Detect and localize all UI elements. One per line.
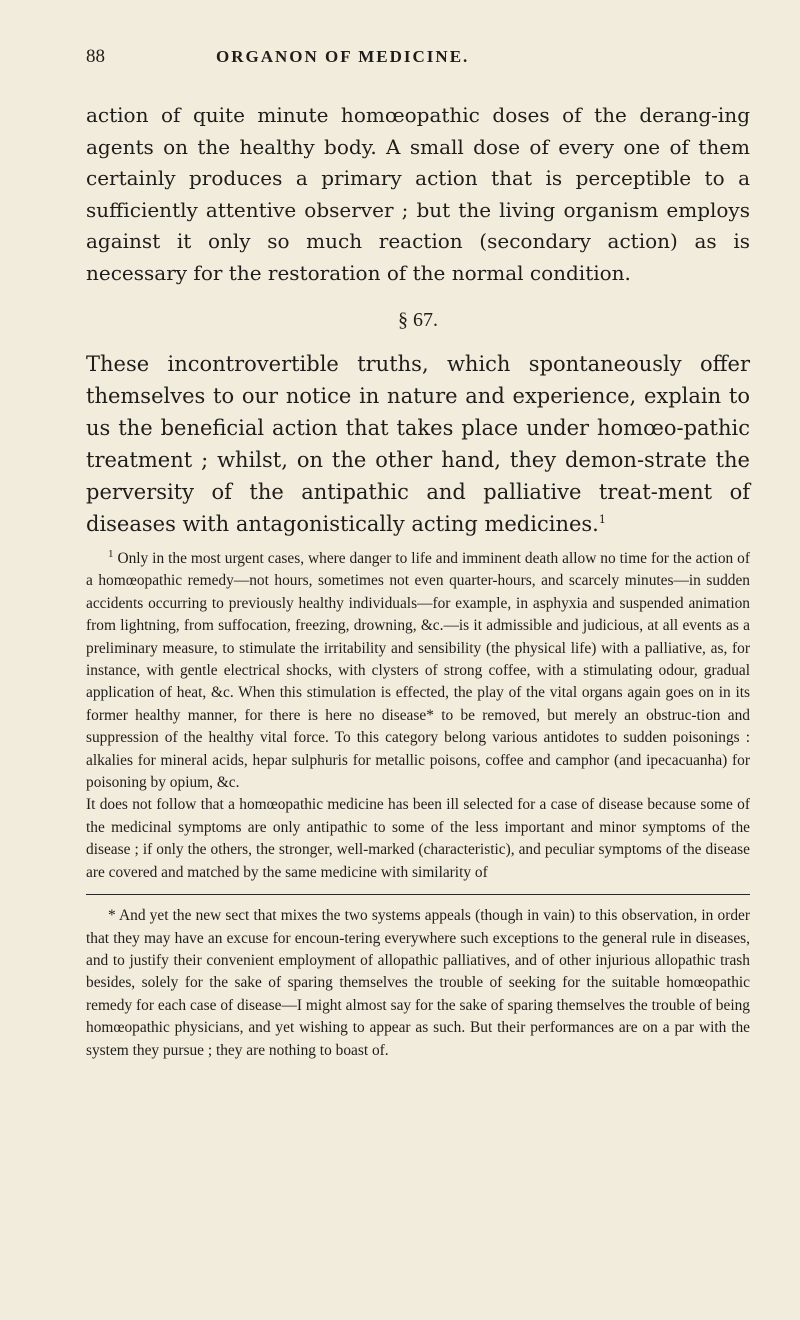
footnote-star-text: And yet the new sect that mixes the two systems appeals (though in vain) to this observation, in order that they may have an excuse for encoun-tering everywhere such exceptions to the general rule in diseases, and to justify their convenient employment of allopathic palliatives, and of other injurious allopathic trash besides, solely for the sake of sparing themselves the trouble of seeking for the suitable homœopathic remedy for each case of disease—I might almost say for the sake of sparing themselves the trouble of being homœopathic physicians, and yet wishing to appear as such. But their performances are on a par with the system they pursue ; they are nothing to boast of. [86, 907, 750, 1059]
section-paragraph [86, 348, 750, 540]
footnote-1-text: Only in the most urgent cases, where danger to life and imminent death allow no time for the action of a homœopathic remedy—not hours, sometimes not even quarter-hours, and scarcely minutes—in sudden accidents occurring to previously healthy individuals—for example, in asphyxia and suspended animation from lightning, from suffocation, freezing, drowning, &c.—is it admissible and judicious, at all events as a preliminary measure, to stimulate the irritability and sensibility (the physical life) with a palliative, as, for instance, with gentle electrical shocks, with clysters of strong coffee, with a stimulating odour, gradual application of heat, &c. When this stimulation is effected, the play of the vital organs again goes on in its former healthy manner, for there is here no disease [86, 550, 750, 724]
section-number: § 67. [398, 309, 438, 331]
footnote-star-marker: * [108, 907, 116, 925]
running-head [86, 46, 750, 80]
section-text: These incontrovertible truths, which spontaneously offer themselves to our notice in nature and experience, explain to us the beneficial action that takes place under homœo-pathic treatment ; whilst, on the other hand, they demon-strate the perversity of the antipathic and palliative treat-ment of diseases with antagonistically acting medicines. [86, 352, 750, 536]
footnote-reference: 1 [598, 513, 606, 526]
footnote-1 [86, 548, 750, 794]
footnote-1-continuation: It does not follow that a homœopathic medicine has been ill selected for a case of disease because some of the medicinal symptoms are only antipathic to some of the less important and minor symptoms of the disease ; if only the others, the stronger, well-marked (characteristic), and peculiar symptoms of the disease are covered and matched by the same medicine with similarity of [86, 796, 750, 881]
page-number: 88 [86, 46, 105, 67]
footnote-star-reference: * [426, 706, 434, 724]
opening-paragraph: action of quite minute homœopathic doses of the derang-ing agents on the healthy body. A small dose of every one of them certainly produces a primary action that is perceptible to a sufficiently attentive observer ; but the living organism employs against it only so much reaction (secondary action) as is necessary for the restoration of the normal condition. [86, 103, 750, 285]
header-title: ORGANON OF MEDICINE. [216, 47, 470, 66]
footnote-star [86, 905, 750, 1062]
footnote-1-text-continued: to be removed, but merely an obstruc-tion and suppression of the healthy vital force. To this category belong various antidotes to sudden poisonings : alkalies for mineral acids, hepar sulphuris for metallic poisons, coffee and camphor (and ipecacuanha) for poisoning by opium, &c. [86, 706, 750, 792]
footnote-divider [86, 894, 750, 895]
footnote-1-marker: 1 [108, 547, 114, 560]
